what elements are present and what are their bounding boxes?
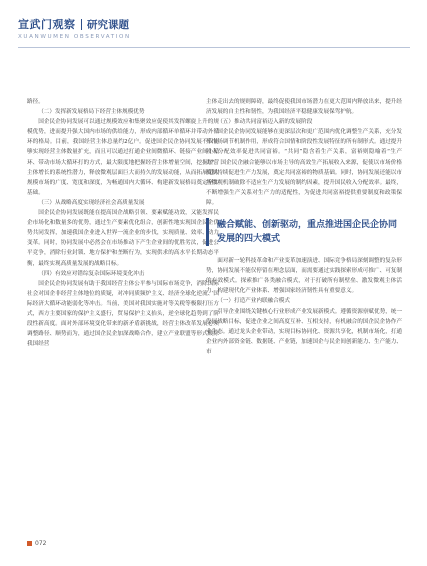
- subheading: （四）有效应对错综复杂国际环境变化冲击: [38, 270, 145, 277]
- header-rule: [18, 47, 410, 48]
- left-column: [27, 97, 219, 349]
- page-footer: [27, 540, 46, 547]
- subheading: （三）从战略高度实现经济社会高质量发展: [38, 199, 145, 206]
- paragraph: 国企民企协同发展既能在提高国企战略引领、要素赋能功效，又能发挥民企市场化和数量多的优势，通过生产要素优化组合，创新性地实现国企民企优势共同发挥，加速我国企业进入世界一流企业的步伐，实现质量、效率、动力变革。同时，协同发展中必然会在市场推动下产生企业间的优胜劣汰，促进公平竞争，消除行业封锁、地方保护和垄断行为，实现供求的高水平长期动态平衡，最终实现高质量发展的战略目标。: [27, 210, 219, 267]
- subheading: （一）打造产业内联融合模式: [217, 298, 290, 305]
- paragraph: 面对新一轮科技革命和产业变革加速演进、国际竞争格局深刻调整的复杂形势，协同发展不能仅停留在理念层面，而需要通过实践探索形成可推广、可复制的有效模式。探索推广各类融合模式，对于打破所有制壁垒、激发微观主体活力、构建现代化产业体系、增强国家经济韧性具有重要意义。: [206, 258, 402, 295]
- column-name: 研究课题: [87, 18, 129, 31]
- masthead-row: [18, 16, 410, 32]
- page-marker-icon: [27, 541, 32, 546]
- right-column: [206, 97, 402, 357]
- masthead-title: 宣武门观察: [18, 18, 76, 31]
- page-number: 072: [35, 540, 47, 547]
- masthead-divider: [81, 19, 83, 30]
- paragraph: 国企民企协同发展有助于我国经营主体公平参与国际市场竞争，消除国际社会对国企非经营主体地位的质疑，对冲同质频炉主义、经济全球化逆流、国际经济大循环动能弱化等冲击。当前，美国对我国实施对等关税等极限打压方式，西方主要国家的保护主义盛行，贸易保护主义抬头，逆全球化趋势到了阶段性新高度。面对外部环境变化带来的新矛盾新挑战，经营主体改革发展必须调整路径、顺势而为，通过国企民企加深战略合作，建立产业联盟等形式破除我国经营: [27, 280, 219, 348]
- subheading: （二）发挥新发展格局下经营主体规模优势: [38, 109, 145, 116]
- section-heading: 融合赋能、创新驱动，重点推进国企民企协同发展的四大模式: [206, 218, 402, 246]
- masthead: [18, 16, 410, 40]
- paragraph: 国企民企协同发展可以通过规模效应和集聚效应促使其发挥螺旋上升的规模优势，进而提升强大国内市场的供给能力，形成内部循环单循环并带动外循环的格局。目前，我国经营主体总量约2亿户。促进国企民企协同发展不仅能够实现经营主体数量扩充，而且可以通过打通企业间微循环、链接产业间小循环、带动市场大循环打的方式，最大限度地把握经营主体增量空间，挖掘经营主体增长的系统性潜力，释放微观层面巨大而持久的发展动能，从而拓展超大规模市场的广度、宽度和深度，为畅通国内大循环、构建新发展格局奠定坚实基础。: [27, 119, 219, 196]
- subheading: （五）推动共同富裕迈入新的发展阶段: [217, 119, 313, 126]
- paragraph: 引导企业围绕关键核心行业形成产业发展新模式。遵循资源禀赋优势，统一发展战略目标，促进企业之间高度互补、互相支持，有机融合的国企民企协作产业生态。通过龙头企业带动，实现目标协同化、资源共享化，机制市场化，打通企业内外部资金链、数据链、产业链，加速国企与民企间创新能力、生产能力、市: [206, 308, 402, 355]
- paragraph: 国企民企协同发展能够在更深层次和更广范围内优化调整生产关系，充分发挥市场调节机制作用，形成符合国情和阶段性发展特征的所有制形式。通过提升收入分配效率促进共同富裕。“共同”隐含着生产关系，富裕则隐喻着“生产力”。国企民企融合能够以市场主导的高效生产拓展收入来源，促使以市场价格机制持续促进生产力发展，奠定共同富裕的物质基础。同时，协同发展还能以市场微观机制破除不适应生产力发展的制约因素，提升国民收入分配效率。最终，不断增强生产关系对生产力的适配性，为促进共同富裕提供重要制度和政策保障。: [206, 129, 402, 206]
- masthead-english: XUANWUMEN OBSERVATION: [18, 34, 131, 40]
- paragraph: 主体走出去的规则障碍，最终促使我国市场潜力在更大范围内释放出来，提升经济发展的自主性和韧性，为我国经济平稳健康发展保驾护航。: [206, 99, 402, 116]
- paragraph: 路径。: [27, 99, 44, 105]
